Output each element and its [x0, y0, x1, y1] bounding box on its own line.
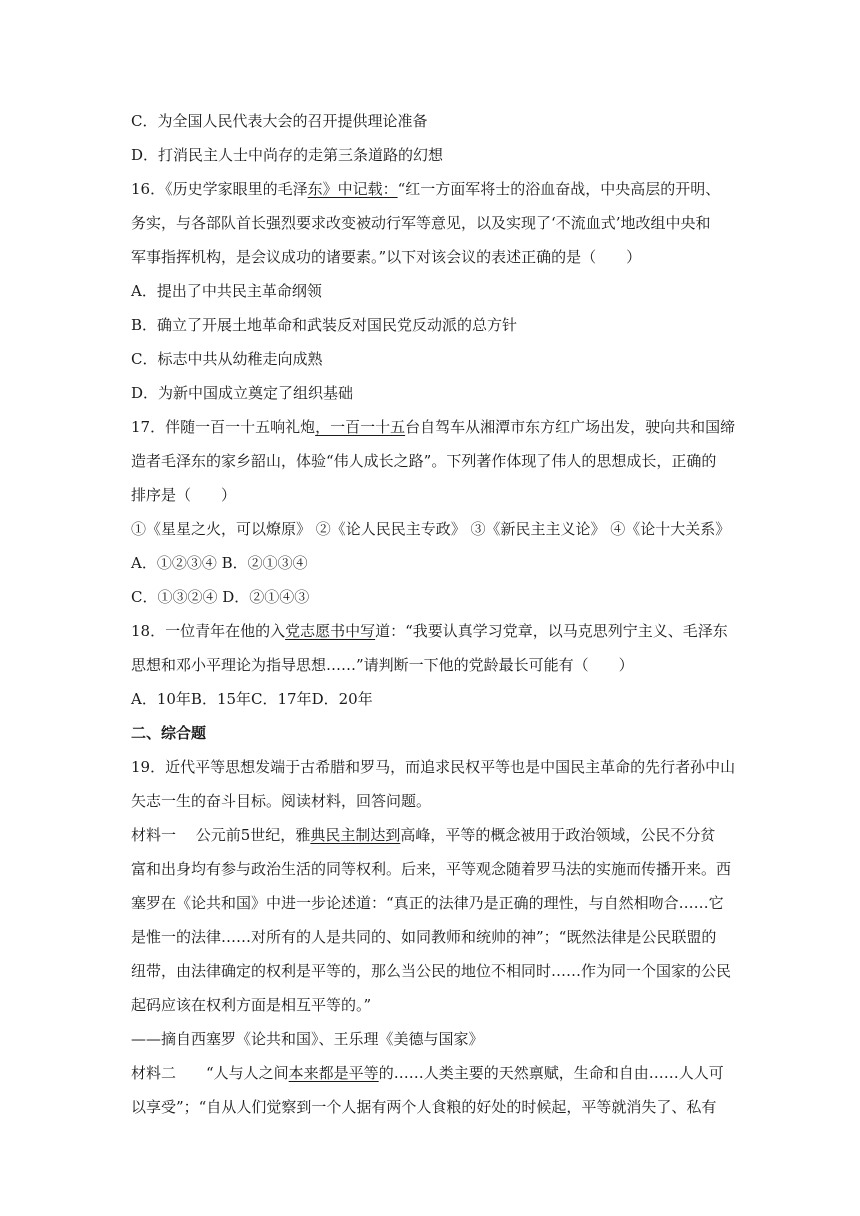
material-1-line-3: 塞罗在《论共和国》中进一步论述道：“真正的法律乃是正确的理性，与自然相吻合……它: [131, 894, 724, 912]
question-18-line-2: 思想和邓小平理论为指导思想……”请判断一下他的党龄最长可能有（ ）: [131, 656, 634, 674]
option-c-q15: C．为全国人民代表大会的召开提供理论准备: [131, 112, 428, 130]
options-ab-q17: A．①②③④ B．②①③④: [131, 554, 308, 572]
options-q18: A．10年B．15年C．17年D．20年: [131, 690, 373, 708]
text-run: “红一方面军将士的浴血奋战，中央高层的开明、: [397, 180, 721, 198]
text-run: 高峰，平等的概念被用于政治领域，公民不分贫: [400, 826, 716, 844]
material-2-line-1: [131, 1063, 751, 1083]
material-1-line-6: 起码应该在权利方面是相互平等的。”: [131, 996, 372, 1014]
option-a-q16: A．提出了中共民主革命纲领: [131, 282, 322, 300]
underlined-text: 本来都是平等: [288, 1064, 379, 1082]
question-19-line-1: 19．近代平等思想发端于古希腊和罗马，而追求民权平等也是中国民主革命的先行者孙中山: [131, 758, 736, 776]
text-run: 材料一 公元前5世纪，雅: [131, 826, 311, 844]
text-run: 的……人类主要的天然禀赋，生命和自由……人人可: [378, 1064, 724, 1082]
question-17-line-3: 排序是（ ）: [131, 486, 237, 504]
question-17-line-1: [131, 417, 751, 437]
text-run: 道：“我要认真学习党章，以马克思列宁主义、毛泽东: [375, 622, 728, 640]
options-cd-q17: C．①③②④ D．②①④③: [131, 588, 310, 606]
text-run: 18．一位青年在他的入: [131, 622, 286, 640]
material-1-source: ——摘自西塞罗《论共和国》、王乐理《美德与国家》: [131, 1030, 484, 1048]
material-1-line-4: 是惟一的法律……对所有的人是共同的、如同教师和统帅的神”；“既然法律是公民联盟的: [131, 928, 717, 946]
question-16-line-2: 务实，与各部队首长强烈要求改变被动行军等意见，以及实现了‘不流血式’地改组中央和: [131, 214, 711, 232]
question-18-line-1: [131, 621, 751, 641]
question-17-line-2: 造者毛泽东的家乡韶山，体验“伟人成长之路”。下列著作体现了伟人的思想成长，正确的: [131, 452, 717, 470]
underlined-text: 党志愿书中写: [285, 622, 376, 640]
option-c-q16: C．标志中共从幼稚走向成熟: [131, 350, 323, 368]
option-d-q15: D．打消民主人士中尚存的走第三条道路的幻想: [131, 146, 444, 164]
question-16-line-3: 军事指挥机构，是会议成功的诸要素。”以下对该会议的表述正确的是（ ）: [131, 248, 642, 266]
option-b-q16: B．确立了开展土地革命和武装反对国民党反动派的总方针: [131, 316, 518, 334]
text-run: 台自驾车从湘潭市东方红广场出发，驶向共和国缔: [405, 418, 736, 436]
underlined-text: 典民主制达到: [310, 826, 401, 844]
underlined-text: 东》中记载：: [307, 180, 398, 198]
material-1-line-5: 纽带，由法律确定的权利是平等的，那么当公民的地位不相同时……作为同一个国家的公民: [131, 962, 732, 980]
material-2-line-2: 以享受”；“自从人们觉察到一个人据有两个人食粮的好处的时候起，平等就消失了、私有: [131, 1098, 717, 1116]
text-run: 材料二 “人与人之间: [131, 1064, 289, 1082]
text-run: 16．《历史学家眼里的毛泽: [131, 180, 308, 198]
material-1-line-2: 富和出身均有参与政治生活的同等权利。后来，平等观念随着罗马法的实施而传播开来。西: [131, 860, 732, 878]
text-run: 17．伴随一百一十五响礼炮: [131, 418, 316, 436]
question-19-line-2: 矢志一生的奋斗目标。阅读材料，回答问题。: [131, 792, 432, 810]
section-heading: 二、综合题: [131, 724, 207, 742]
underlined-text: ，一百一十五: [315, 418, 406, 436]
question-16-line-1: [131, 179, 751, 199]
question-17-items: ①《星星之火，可以燎原》 ②《论人民民主专政》 ③《新民主主义论》 ④《论十大关系》: [131, 520, 731, 538]
material-1-line-1: [131, 825, 751, 845]
option-d-q16: D．为新中国成立奠定了组织基础: [131, 384, 354, 402]
